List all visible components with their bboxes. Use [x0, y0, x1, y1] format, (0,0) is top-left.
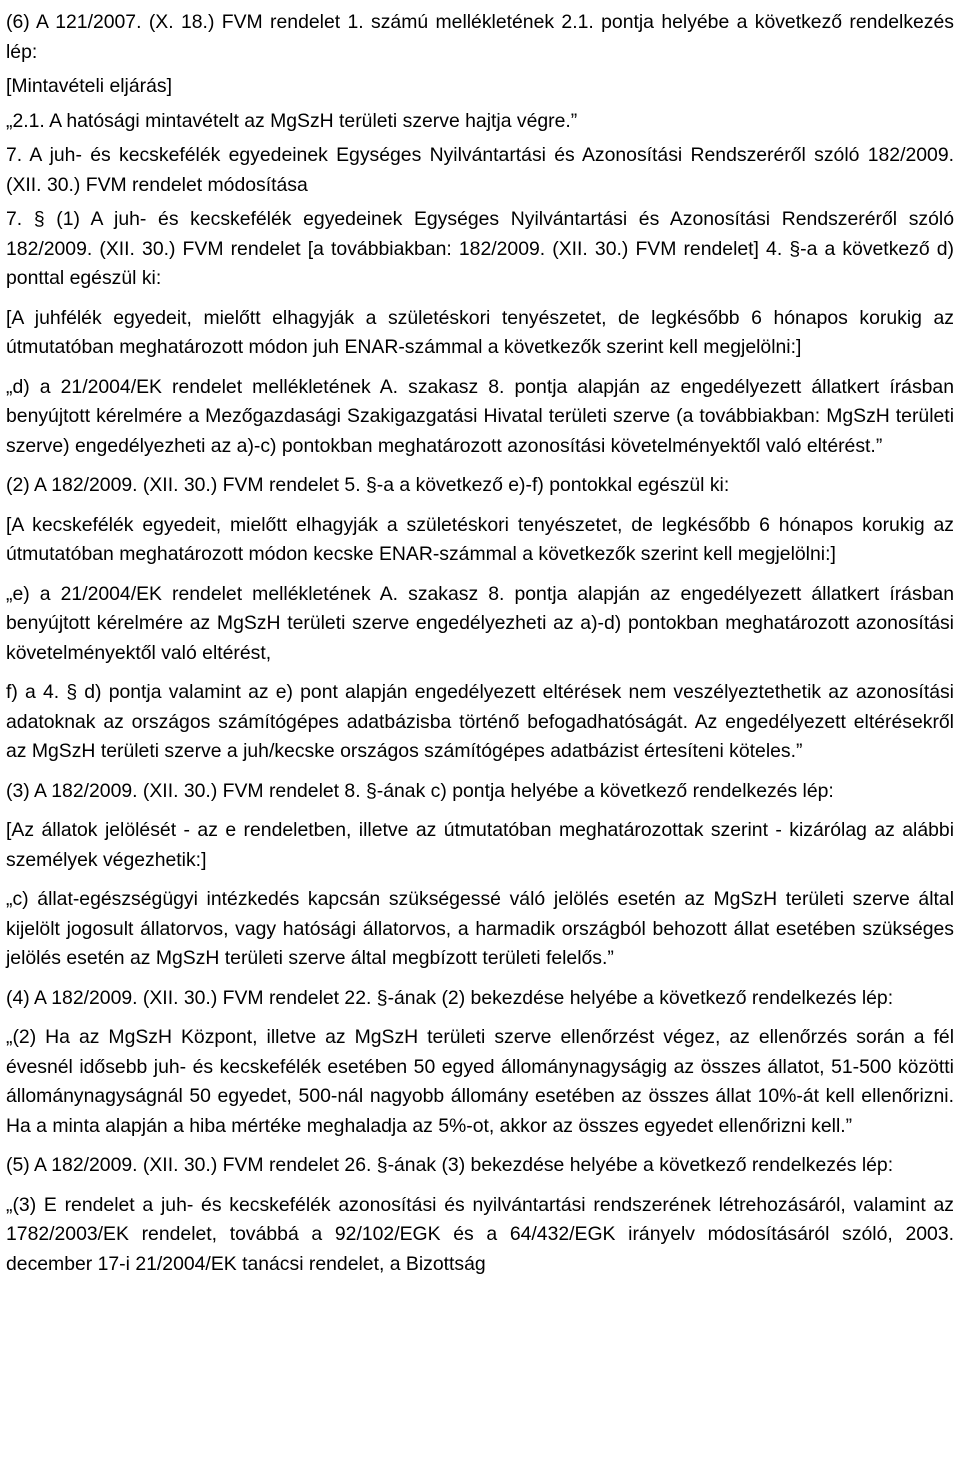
paragraph-marking-persons-intro: [Az állatok jelölését - az e rendeletben, illetve az útmutatóban meghatározottak szerint - kizárólag az alábbi személyek végezhetik:]	[6, 819, 954, 871]
paragraph-amendment-6: (6) A 121/2007. (X. 18.) FVM rendelet 1. számú mellékletének 2.1. pontja helyébe a következő rendelkezés lép:	[6, 11, 954, 63]
paragraph-point-e: „e) a 21/2004/EK rendelet mellékletének A. szakasz 8. pontja alapján az engedélyezett állatkert írásban benyújtott kérelmére az MgSzH területi szerve engedélyezheti az a)-d) pontokban meghatározott azonosítási követelményektől való eltérést,	[6, 582, 954, 664]
paragraph-section-7-2: (2) A 182/2009. (XII. 30.) FVM rendelet 5. §-a a következő e)-f) pontokkal egészül ki:	[6, 474, 730, 496]
paragraph-section-7-4: (4) A 182/2009. (XII. 30.) FVM rendelet 22. §-ának (2) bekezdése helyébe a következő rendelkezés lép:	[6, 986, 894, 1009]
paragraph-section-7-3: (3) A 182/2009. (XII. 30.) FVM rendelet 8. §-ának c) pontja helyébe a következő rendelkezés lép:	[6, 779, 834, 802]
paragraph-point-c: „c) állat-egészségügyi intézkedés kapcsán szükségessé váló jelölés esetén az MgSzH területi szerve által kijelölt jogosult állatorvos, vagy hatósági állatorvos, a harmadik országból behozott állat esetében szükséges jelölés esetén az MgSzH területi szerve által megbízott területi felelős.”	[6, 888, 954, 969]
paragraph-quoted-22-2: „(2) Ha az MgSzH Központ, illetve az MgSzH területi szerve ellenőrzést végez, az ellenőrzés során a fél évesnél idősebb juh- és kecskefélék esetében 50 egyed állománynagyságig az összes állatot, 51-500 közötti állománynagyságnál 50 egyedet, 500-nál nagyobb állomány esetében az összes állat 10%-át kell ellenőrizni. Ha a minta alapján a hiba mértéke meghaladja az 5%-ot, akkor az összes egyedet ellenőrizni kell.”	[6, 1026, 954, 1137]
paragraph-point-f: f) a 4. § d) pontja valamint az e) pont alapján engedélyezett eltérések nem veszélyeztethetik az azonosítási adatoknak az országos számítógépes adatbázisba történő befogadhatóságát. Az engedélyezett eltérésekről az MgSzH területi szerve a juh/kecske országos számítógépes adatbázist értesíteni köteles.”	[6, 681, 954, 762]
paragraph-chapter-title-7: 7. A juh- és kecskefélék egyedeinek Egységes Nyilvántartási és Azonosítási Rendszeréről szóló 182/2009. (XII. 30.) FVM rendelet módosítása	[6, 144, 954, 196]
paragraph-section-heading-sampling: [Mintavételi eljárás]	[6, 75, 172, 97]
paragraph-sheep-marking-intro: [A juhfélék egyedeit, mielőtt elhagyják a születéskori tenyészetet, de legkésőbb 6 hónapos korukig az útmutatóban meghatározott módon juh ENAR-számmal a következők szerint kell megjelölni:]	[6, 306, 954, 358]
paragraph-quoted-2-1: „2.1. A hatósági mintavételt az MgSzH területi szerve hajtja végre.”	[6, 109, 578, 132]
paragraph-quoted-26-3: „(3) E rendelet a juh- és kecskefélék azonosítási és nyilvántartási rendszerének létrehozásáról, valamint az 1782/2003/EK rendelet, továbbá a 92/102/EGK és a 64/432/EGK irányelv módosításáról szóló, 2003. december 17-i 21/2004/EK tanácsi rendelet, a Bizottság	[6, 1193, 954, 1275]
paragraph-point-d: „d) a 21/2004/EK rendelet mellékletének A. szakasz 8. pontja alapján az engedélyezett állatkert írásban benyújtott kérelmére a Mezőgazdasági Szakigazgatási Hivatal területi szerve (a továbbiakban: MgSzH területi szerve) engedélyezheti az a)-c) pontokban meghatározott azonosítási követelményektől való eltérést.”	[6, 375, 954, 457]
paragraph-goat-marking-intro: [A kecskefélék egyedeit, mielőtt elhagyják a születéskori tenyészetet, de legkésőbb 6 hónapos korukig az útmutatóban meghatározott módon kecske ENAR-számmal a következők szerint kell megjelölni:]	[6, 513, 954, 565]
paragraph-section-7-1: 7. § (1) A juh- és kecskefélék egyedeinek Egységes Nyilvántartási és Azonosítási Rendszeréről szóló 182/2009. (XII. 30.) FVM rendelet [a továbbiakban: 182/2009. (XII. 30.) FVM rendelet] 4. §-a a következő d) ponttal egészül ki:	[6, 208, 954, 289]
paragraph-section-7-5: (5) A 182/2009. (XII. 30.) FVM rendelet 26. §-ának (3) bekezdése helyébe a következő rendelkezés lép:	[6, 1154, 894, 1176]
